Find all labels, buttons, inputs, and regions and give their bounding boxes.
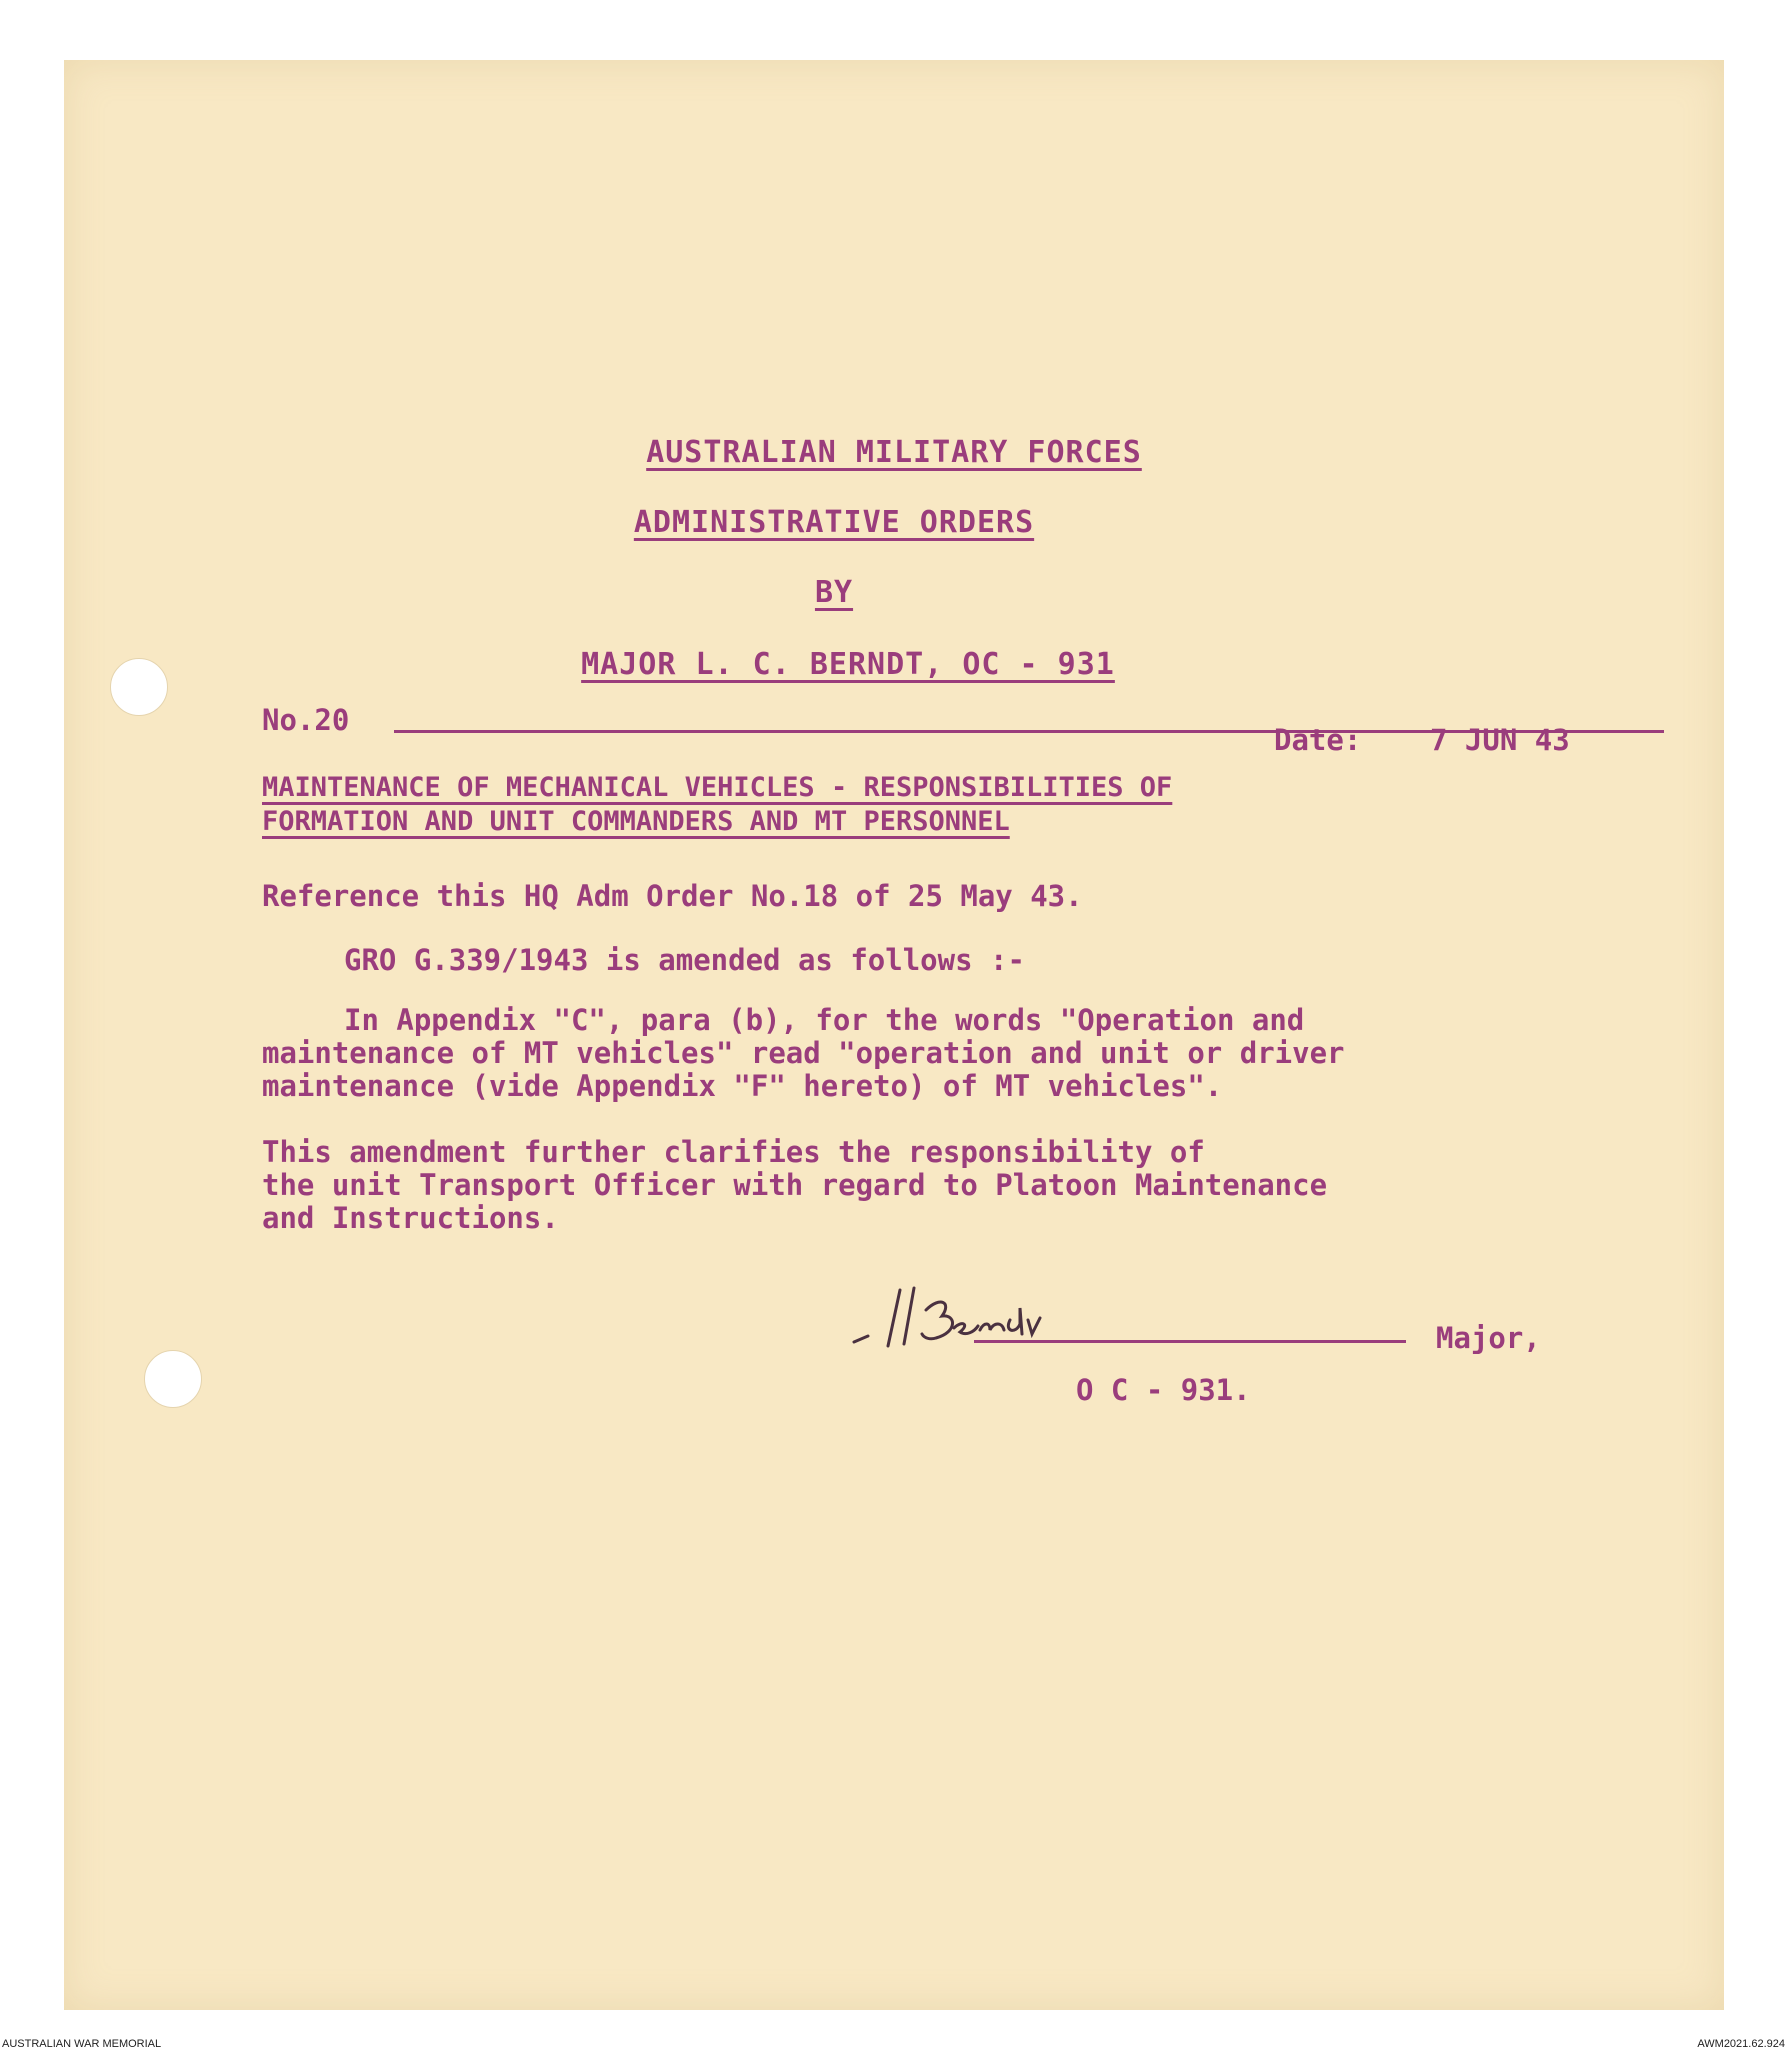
handwritten-signature <box>844 1280 1104 1360</box>
punch-hole-bottom <box>144 1350 202 1408</box>
date-label: Date: <box>1274 723 1362 757</box>
header-line-4: MAJOR L. C. BERNDT, OC - 931 <box>581 647 1115 682</box>
order-number: No.20 <box>262 703 350 737</box>
signature-rank: Major, <box>1436 1321 1541 1355</box>
clarify-line-3: and Instructions. <box>262 1201 559 1235</box>
amend-line-3: maintenance (vide Appendix "F" hereto) of MT vehicles". <box>262 1069 1223 1103</box>
header-line-3: BY <box>814 575 854 610</box>
date-value: 7 JUN 43 <box>1430 723 1570 757</box>
clarify-line-2: the unit Transport Officer with regard to Platoon Maintenance <box>262 1168 1328 1202</box>
header-line-1: AUSTRALIAN MILITARY FORCES <box>646 435 1142 470</box>
footer-source: AUSTRALIAN WAR MEMORIAL <box>2 2038 162 2050</box>
signature-line <box>974 1340 1406 1343</box>
amend-line-2: maintenance of MT vehicles" read "operation and unit or driver <box>262 1036 1345 1070</box>
amend-line-1: In Appendix "C", para (b), for the words "Operation and <box>344 1003 1305 1037</box>
document-page <box>64 60 1724 2010</box>
footer-accession: AWM2021.62.924 <box>1697 2038 1785 2050</box>
clarify-line-1: This amendment further clarifies the responsibility of <box>262 1135 1205 1169</box>
amend-intro: GRO G.339/1943 is amended as follows :- <box>344 943 1025 977</box>
reference-line: Reference this HQ Adm Order No.18 of 25 May 43. <box>262 879 1083 913</box>
signature-unit: O C - 931. <box>1076 1373 1251 1407</box>
header-line-2: ADMINISTRATIVE ORDERS <box>633 505 1035 540</box>
subject-line-1: MAINTENANCE OF MECHANICAL VEHICLES - RESPONSIBILITIES OF <box>262 772 1173 803</box>
subject-line-2: FORMATION AND UNIT COMMANDERS AND MT PERSONNEL <box>262 806 1010 837</box>
